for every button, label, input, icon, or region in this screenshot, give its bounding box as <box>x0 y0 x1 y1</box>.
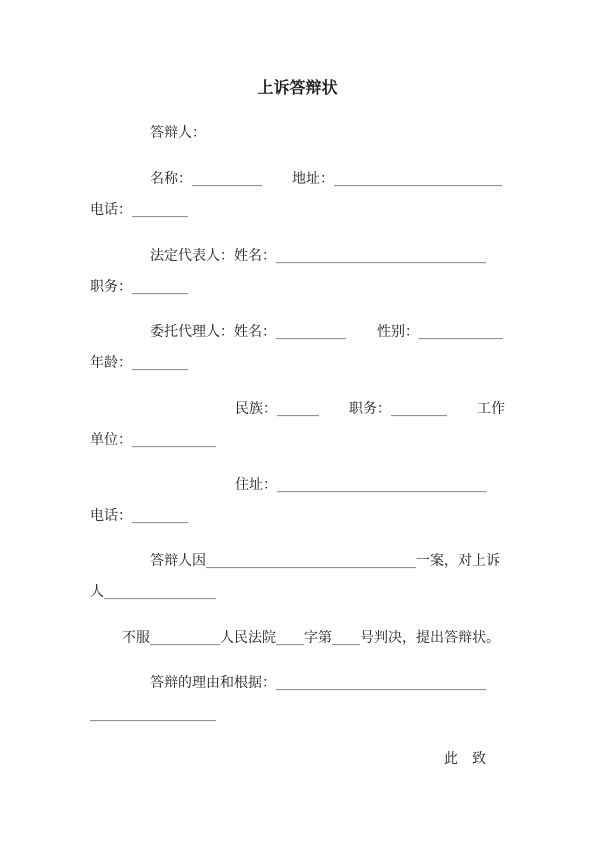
agent-name-field: 委托代理人：姓名：__________ <box>150 324 346 340</box>
reasons-field: 答辩的理由和根据：______________________________ <box>150 675 486 691</box>
appellant-field: 人________________ <box>90 584 216 600</box>
respondent-heading: 答辩人： <box>150 125 206 141</box>
address-field: 地址：________________________ <box>292 171 502 187</box>
closing-salutation: 此 致 <box>444 751 486 767</box>
ethnicity-field: 民族：______ <box>235 401 319 417</box>
position-field-1: 职务：________ <box>90 279 188 295</box>
judgment-statement: 不服__________人民法院____字第____号判决，提出答辩状。 <box>122 630 500 646</box>
residence-field: 住址：______________________________ <box>235 477 487 493</box>
gender-field: 性别：____________ <box>377 324 503 340</box>
case-statement: 答辩人因______________________________一案，对上诉 <box>150 553 500 569</box>
age-field: 年龄：________ <box>90 355 188 371</box>
legal-representative-field: 法定代表人：姓名：______________________________ <box>150 248 486 264</box>
name-field: 名称：__________ <box>150 171 262 187</box>
phone-field-1: 电话：________ <box>90 202 188 218</box>
work-unit-label: 工作 <box>477 401 505 417</box>
phone-field-2: 电话：________ <box>90 508 188 524</box>
reasons-continuation: __________________ <box>90 706 216 722</box>
document-title: 上诉答辩状 <box>257 78 338 97</box>
work-unit-field: 单位：____________ <box>90 432 216 448</box>
position-field-2: 职务：________ <box>349 401 447 417</box>
